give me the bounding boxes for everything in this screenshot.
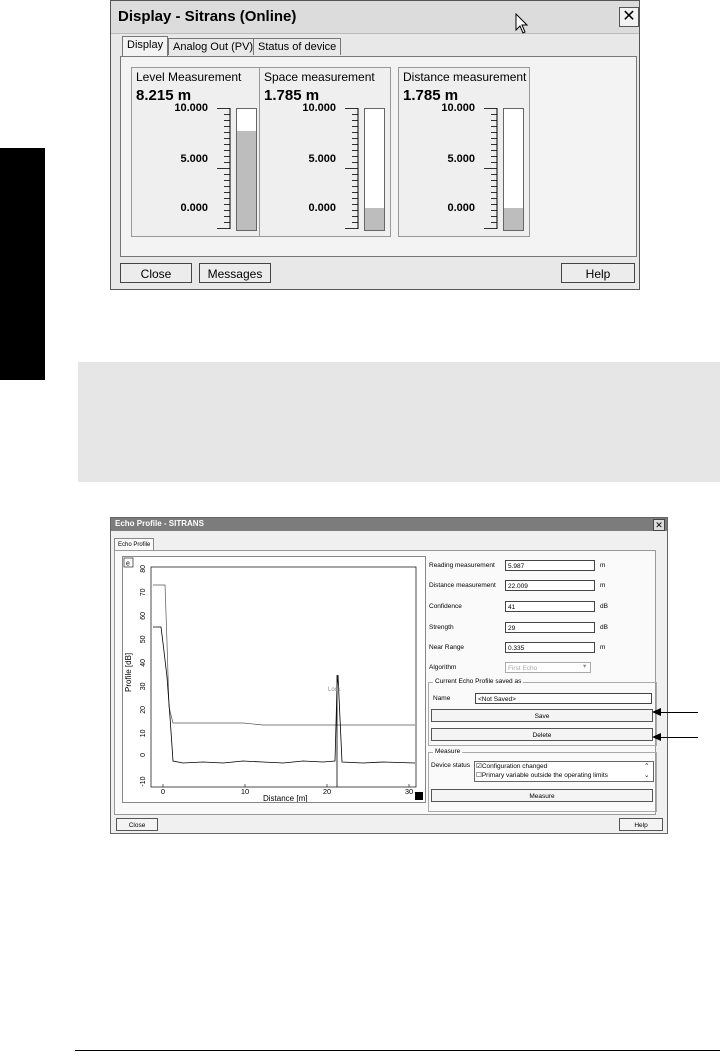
status-item-primary-variable: ☐Primary variable outside the operating limits bbox=[476, 772, 608, 779]
echo-profile-window bbox=[110, 517, 668, 834]
echo-curve bbox=[153, 627, 415, 763]
close-button[interactable]: Close bbox=[120, 263, 192, 283]
saved-profile-group-title: Current Echo Profile saved as bbox=[435, 678, 522, 685]
reading-measurement-field[interactable]: 5.987 bbox=[505, 560, 595, 571]
level-measurement-panel bbox=[131, 67, 263, 237]
space-gauge-fill bbox=[365, 208, 384, 230]
space-measurement-label: Space measurement bbox=[264, 70, 375, 84]
scroll-down-icon[interactable]: ⌄ bbox=[644, 772, 650, 779]
near-range-field[interactable]: 0.335 bbox=[505, 642, 595, 653]
plot-frame bbox=[151, 567, 416, 787]
y-tick-label: 60 bbox=[140, 612, 147, 620]
tab-echo-profile[interactable]: Echo Profile bbox=[114, 538, 154, 551]
level-gauge-scale bbox=[217, 108, 231, 229]
measure-group bbox=[428, 748, 657, 812]
measure-button[interactable]: Measure bbox=[431, 789, 653, 802]
distance-gauge-fill bbox=[504, 208, 523, 230]
distance-gauge-scale bbox=[484, 108, 498, 229]
distance-measurement-value: 1.785 m bbox=[403, 87, 459, 104]
tvt-curve bbox=[153, 585, 415, 725]
mouse-pointer-icon bbox=[515, 13, 529, 35]
y-axis-label: Profile [dB] bbox=[124, 652, 133, 692]
x-tick-label: 20 bbox=[322, 787, 332, 796]
save-callout-arrow bbox=[660, 712, 698, 713]
echo-profile-plot bbox=[122, 556, 426, 803]
confidence-unit: dB bbox=[600, 603, 608, 610]
y-tick-label: 80 bbox=[140, 565, 147, 573]
display-tab-panel bbox=[120, 56, 637, 257]
close-icon[interactable]: ✕ bbox=[619, 7, 639, 27]
echo-profile-titlebar bbox=[111, 518, 667, 531]
reading-measurement-label: Reading measurement bbox=[429, 562, 495, 569]
distance-measurement-label: Distance measurement bbox=[429, 582, 496, 589]
scale-top-label: 10.000 bbox=[441, 102, 475, 114]
close-button[interactable]: Close bbox=[116, 818, 158, 831]
y-tick-label: 40 bbox=[140, 659, 147, 667]
scale-top-label: 10.000 bbox=[302, 102, 336, 114]
help-button[interactable]: Help bbox=[619, 818, 663, 831]
distance-measurement-panel bbox=[398, 67, 530, 237]
y-tick-label: 20 bbox=[140, 706, 147, 714]
zoom-icon-glyph: e bbox=[126, 560, 130, 568]
space-measurement-panel bbox=[259, 67, 391, 237]
scale-mid-label: 5.000 bbox=[308, 153, 336, 165]
distance-gauge bbox=[503, 108, 524, 231]
scale-mid-label: 5.000 bbox=[180, 153, 208, 165]
y-tick-label: -10 bbox=[140, 776, 147, 787]
confidence-field[interactable]: 41 bbox=[505, 601, 595, 612]
algorithm-label: Algorithm bbox=[429, 664, 457, 671]
help-button[interactable]: Help bbox=[561, 263, 635, 283]
distance-unit: m bbox=[600, 582, 606, 589]
close-icon[interactable]: ✕ bbox=[653, 519, 665, 531]
y-tick-label: 30 bbox=[140, 682, 147, 691]
x-tick-label: 0 bbox=[160, 787, 166, 796]
y-tick-label: 10 bbox=[140, 729, 147, 738]
device-status-list[interactable] bbox=[474, 761, 654, 782]
reading-unit: m bbox=[600, 562, 606, 569]
x-axis-label: Distance [m] bbox=[263, 794, 308, 802]
strength-unit: dB bbox=[600, 624, 608, 631]
scroll-up-icon[interactable]: ⌃ bbox=[644, 763, 650, 770]
tab-display[interactable]: Display bbox=[122, 36, 168, 56]
profile-name-field[interactable]: <Not Saved> bbox=[475, 693, 652, 704]
y-axis-ticks bbox=[140, 565, 147, 787]
section-tab-marker bbox=[0, 148, 45, 380]
arrow-left-icon bbox=[652, 733, 661, 741]
level-gauge bbox=[236, 108, 257, 231]
save-button[interactable]: Save bbox=[431, 709, 653, 722]
scale-bottom-label: 0.000 bbox=[447, 202, 475, 214]
chevron-down-icon[interactable]: ▾ bbox=[583, 663, 587, 670]
tab-analog-out[interactable]: Analog Out (PV) bbox=[168, 38, 258, 55]
y-tick-label: 0 bbox=[140, 753, 147, 757]
space-gauge bbox=[364, 108, 385, 231]
algorithm-select[interactable]: First Echo bbox=[505, 662, 591, 673]
display-window-titlebar bbox=[111, 1, 639, 34]
strength-field[interactable]: 29 bbox=[505, 622, 595, 633]
footer-rule bbox=[75, 1050, 720, 1051]
device-status-label: Device status bbox=[431, 762, 471, 769]
distance-measurement-field[interactable]: 22.009 bbox=[505, 580, 595, 591]
x-tick-label: 10 bbox=[240, 787, 250, 796]
display-window bbox=[110, 0, 640, 290]
echo-profile-title: Echo Profile - SITRANS bbox=[115, 519, 204, 528]
note-band bbox=[78, 362, 720, 482]
level-measurement-value: 8.215 m bbox=[136, 87, 192, 104]
saved-profile-group bbox=[428, 678, 657, 746]
scale-top-label: 10.000 bbox=[174, 102, 208, 114]
messages-button[interactable]: Messages bbox=[199, 263, 271, 283]
scale-mid-label: 5.000 bbox=[447, 153, 475, 165]
scale-bottom-label: 0.000 bbox=[180, 202, 208, 214]
scroll-end-icon bbox=[415, 792, 423, 800]
measure-group-title: Measure bbox=[435, 748, 461, 755]
display-window-title: Display - Sitrans (Online) bbox=[118, 8, 297, 25]
distance-measurement-label: Distance measurement bbox=[403, 70, 527, 84]
level-gauge-fill bbox=[237, 131, 256, 230]
near-range-label: Near Range bbox=[429, 644, 465, 651]
echo-profile-panel bbox=[114, 550, 656, 815]
scale-bottom-label: 0.000 bbox=[308, 202, 336, 214]
tab-status-of-device[interactable]: Status of device bbox=[253, 38, 341, 55]
confidence-label: Confidence bbox=[429, 603, 462, 610]
space-gauge-scale bbox=[345, 108, 359, 229]
echo-profile-chart bbox=[123, 557, 425, 802]
status-item-configuration: ☑Configuration changed bbox=[476, 763, 548, 770]
delete-button[interactable]: Delete bbox=[431, 728, 653, 741]
x-tick-label: 30 bbox=[404, 787, 414, 796]
arrow-left-icon bbox=[652, 708, 661, 716]
delete-callout-arrow bbox=[660, 737, 698, 738]
y-tick-label: 50 bbox=[140, 635, 147, 644]
strength-label: Strength bbox=[429, 624, 454, 631]
level-measurement-label: Level Measurement bbox=[136, 70, 242, 84]
near-range-unit: m bbox=[600, 644, 606, 651]
space-measurement-value: 1.785 m bbox=[264, 87, 320, 104]
profile-name-label: Name bbox=[433, 695, 451, 702]
y-tick-label: 70 bbox=[140, 588, 147, 597]
echo-marker-label: Lock bbox=[328, 687, 341, 693]
